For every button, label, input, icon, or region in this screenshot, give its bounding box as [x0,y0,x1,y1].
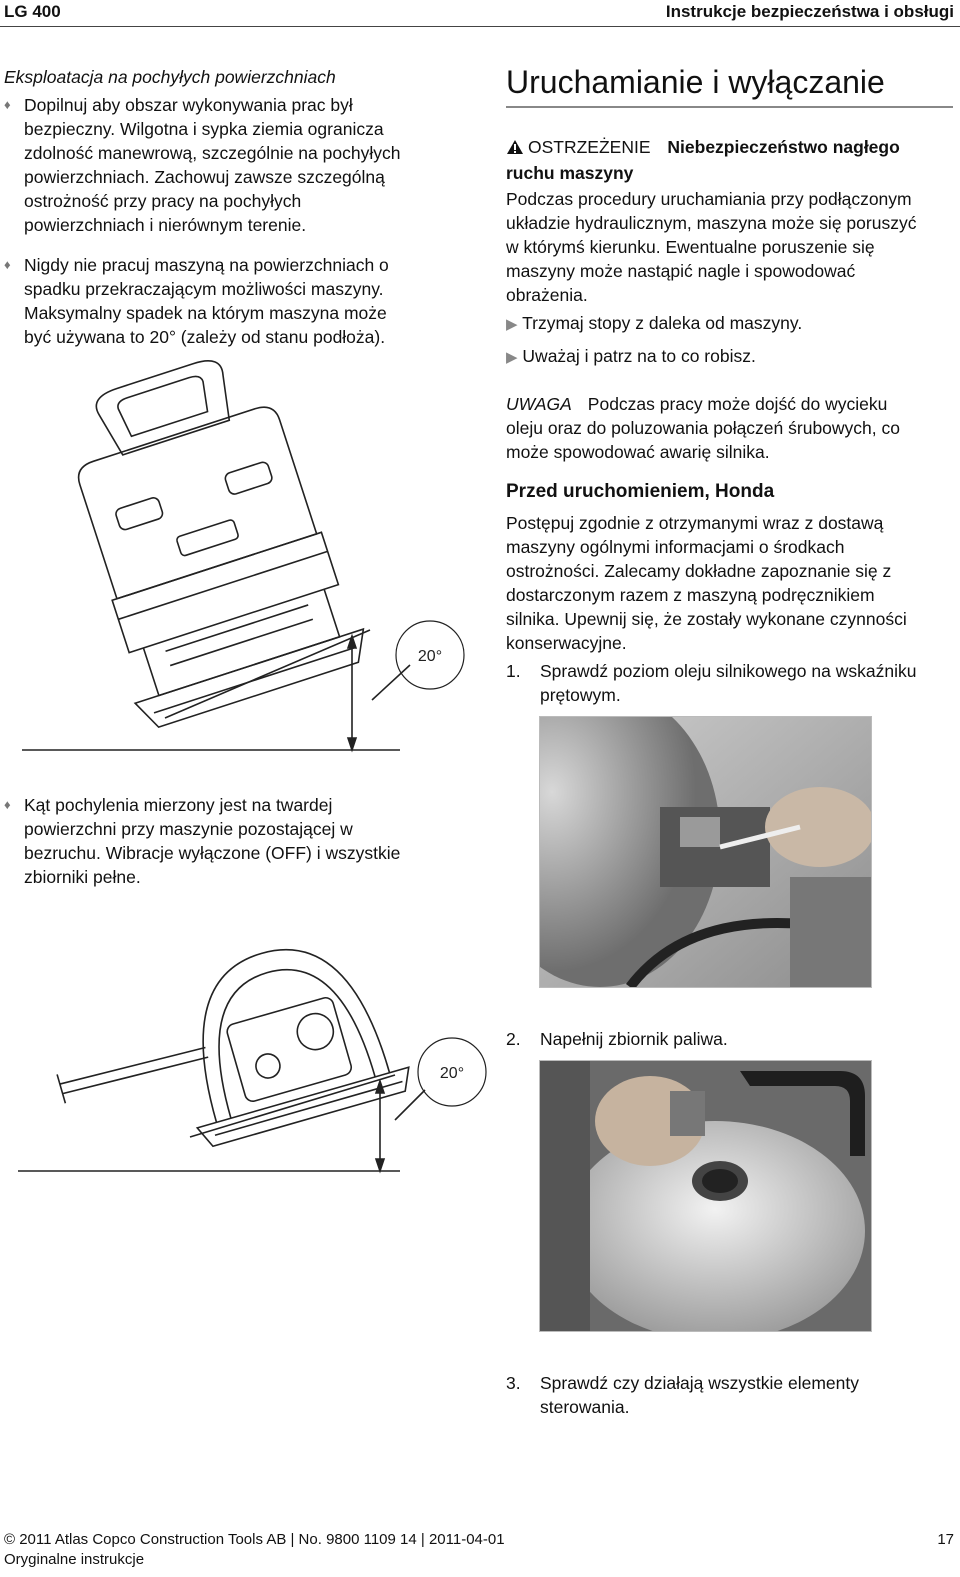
warning-title-cont: ruchu maszyny [506,163,634,183]
warning-title: Niebezpieczeństwo nagłego [667,137,900,157]
arrow-down-icon [348,738,356,750]
bullet-2: Nigdy nie pracuj maszyną na powierzchniach o spadku przekraczającym możliwości maszyny. Maksymalny spadek na którym maszyna może być używana to 20° (zależy od stanu podłoża). [24,255,389,347]
item3-text: Sprawdź czy działają wszystkie elementy sterowania. [540,1373,860,1417]
angle-label-1: 20° [417,648,443,665]
item3-number: 3. [506,1373,521,1393]
page-number: 17 [937,1531,954,1548]
bullet-1: Dopilnuj aby obszar wykonywania prac był bezpieczny. Wilgotna i sypka ziemia ogranicza zdolność manewrową, szczególnie na pochyłych powierzchniach. Zachowuj zawsze szczególną ostrożność przy pracy na pochyłych powierzchniach i nierównym terenie. [24,95,401,235]
item1-number: 1. [506,661,521,681]
leader-line [372,665,410,700]
subheading: Przed uruchomieniem, Honda [506,481,775,502]
photo-oil-dipstick [539,716,872,988]
bullet-3: Kąt pochylenia mierzony jest na twardej powierzchni przy maszynie pozostającej w bezruchu. Wibracje wyłączone (OFF) i wszystkie zbiorniki pełne. [24,795,401,887]
notice-block: UWAGA Podczas pracy może dojść do wycieku oleju oraz do poluzowania połączeń śrubowych, co może spowodować awarię silnika. [506,394,900,462]
warning-block [506,135,956,185]
slope-heading: Eksploatacja na pochyłych powierzchniach [4,67,336,87]
section-title: Uruchamianie i wyłączanie [506,64,885,100]
leader-line [395,1090,425,1120]
play-arrow-icon: ▶ [506,316,518,333]
header-model: LG 400 [4,2,61,21]
arrow-up-icon [348,636,356,648]
warning-triangle-icon [506,137,524,161]
item2-number: 2. [506,1029,521,1049]
footer-copyright: © 2011 Atlas Copco Construction Tools AB | No. 9800 1109 14 | 2011-04-01 [4,1531,505,1548]
warning-text: Podczas procedury uruchamiania przy podłączonym układzie hydraulicznym, maszyna może się poruszyć w którymś kierunku. Ewentualne poruszenie się maszyny może nastąpić nagle i spowodować obrażenia. [506,189,917,305]
item1-text: Sprawdź poziom oleju silnikowego na wskaźniku prętowym. [540,661,917,705]
angle-label-2: 20° [439,1065,465,1082]
footer-note: Oryginalne instrukcje [4,1551,145,1568]
slope-line [165,630,370,718]
warning-step-b: ▶ Uważaj i patrz na to co robisz. [506,346,756,366]
header-section: Instrukcje bezpieczeństwa i obsługi [665,2,954,21]
notice-label: UWAGA [506,394,572,414]
header-rule [0,26,960,27]
warning-label: OSTRZEŻENIE [528,137,651,157]
figure-slope-front [0,360,500,760]
bullet-diamond-icon: ♦ [4,257,11,272]
title-rule [506,106,953,108]
warning-step-a: ▶ Trzymaj stopy z daleka od maszyny. [506,313,803,333]
photo-fuel-tank [539,1060,872,1332]
item2-text: Napełnij zbiornik paliwa. [540,1029,728,1049]
intro-text: Postępuj zgodnie z otrzymanymi wraz z dostawą maszyny ogólnymi informacjami o środkach ostrożności. Zalecamy dokładne zapoznanie się z dostarczonym razem z maszyną podręcznikiem silnika. Upewnij się, że zostały wykonane czynności konserwacyjne. [506,513,907,653]
bullet-diamond-icon: ♦ [4,97,11,112]
figure-slope-side [0,905,500,1185]
bullet-diamond-icon: ♦ [4,797,11,812]
arrow-down-icon [376,1159,384,1171]
play-arrow-icon: ▶ [506,349,518,366]
slope-line [190,1075,395,1137]
